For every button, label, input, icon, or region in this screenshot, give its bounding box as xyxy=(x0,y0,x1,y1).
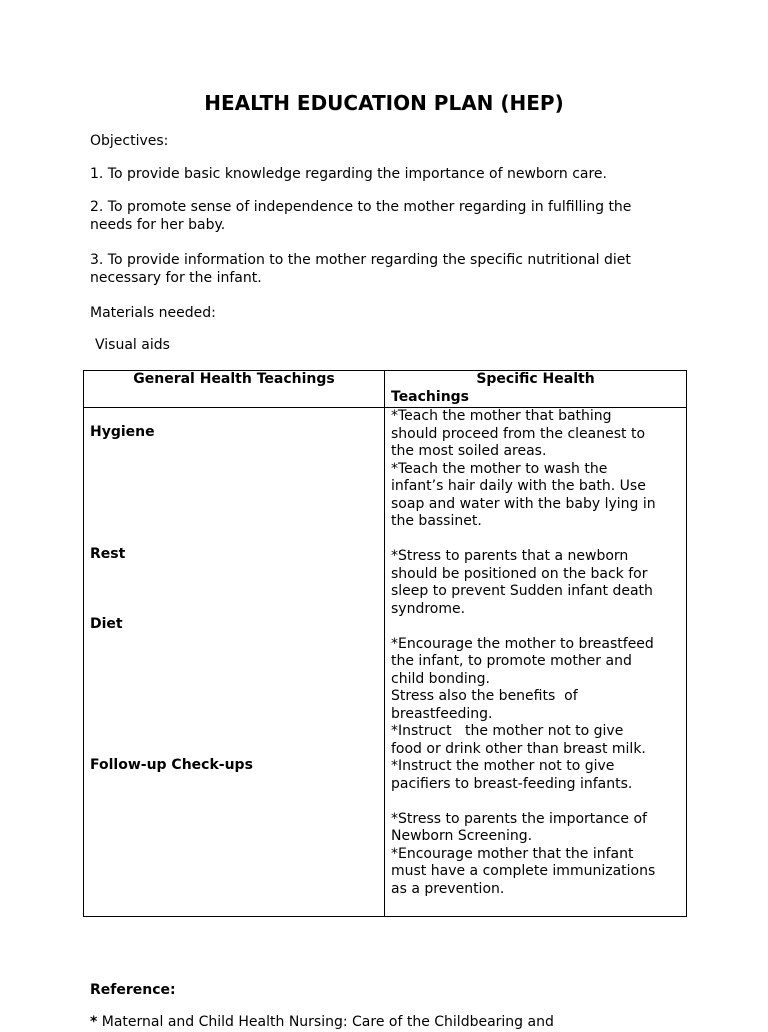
teaching-line: should be positioned on the back for xyxy=(391,565,648,582)
teaching-line: breastfeeding. xyxy=(391,705,493,722)
teaching-line: must have a complete immunizations xyxy=(391,863,656,879)
teaching-spacer xyxy=(391,531,680,549)
reference-text: Maternal and Child Health Nursing: Care of the Childbearing and xyxy=(97,1014,554,1030)
teaching-line: *Stress to parents the importance of xyxy=(391,810,647,827)
objectives-label: Objectives: xyxy=(90,133,169,149)
teaching-line: the bassinet. xyxy=(391,513,482,529)
teaching-line: *Instruct the mother not to give xyxy=(391,723,624,739)
objective-item-2: 2. To promote sense of independence to the mother regarding in fulfilling the needs for her baby. xyxy=(90,199,632,233)
teaching-line: food or drink other than breast milk. xyxy=(391,740,646,757)
teaching-line: the infant, to promote mother and xyxy=(391,653,632,669)
objective-item-1: 1. To provide basic knowledge regarding the importance of newborn care. xyxy=(90,166,607,182)
teaching-line: the most soiled areas. xyxy=(391,443,547,459)
specific-header-line-2: Teachings xyxy=(391,388,470,405)
table-header-row xyxy=(84,371,687,408)
teaching-line: *Encourage the mother to breastfeed xyxy=(391,635,654,652)
materials-label: Materials needed: xyxy=(90,305,216,321)
category-diet: Diet xyxy=(90,616,123,632)
teaching-line: Newborn Screening. xyxy=(391,828,533,844)
teaching-line: syndrome. xyxy=(391,600,466,617)
table-row xyxy=(84,408,687,917)
reference-label: Reference: xyxy=(90,982,176,998)
specific-teachings-header xyxy=(385,371,687,408)
teachings-list xyxy=(391,408,680,898)
health-teachings-table xyxy=(83,370,687,917)
specific-teachings-cell xyxy=(385,408,687,917)
general-teachings-header: General Health Teachings xyxy=(84,371,385,408)
objective-item-3: 3. To provide information to the mother regarding the specific nutritional diet necessary for the infant. xyxy=(90,252,631,286)
specific-header-line-1: Specific Health xyxy=(476,371,595,387)
document-title: HEALTH EDUCATION PLAN (HEP) xyxy=(204,91,564,115)
teaching-line: *Teach the mother that bathing xyxy=(391,408,612,424)
category-rest: Rest xyxy=(90,546,126,562)
teaching-line: *Teach the mother to wash the xyxy=(391,460,608,477)
category-hygiene: Hygiene xyxy=(90,424,155,440)
teaching-line: *Encourage mother that the infant xyxy=(391,845,634,862)
teaching-line: child bonding. xyxy=(391,670,490,687)
teaching-line: infant’s hair daily with the bath. Use xyxy=(391,478,646,494)
teaching-line: should proceed from the cleanest to xyxy=(391,425,646,442)
general-teachings-cell xyxy=(84,408,385,917)
teaching-line: pacifiers to breast-feeding infants. xyxy=(391,775,633,792)
reference-item xyxy=(90,1014,690,1032)
materials-item: Visual aids xyxy=(95,337,170,353)
teaching-spacer xyxy=(391,618,680,636)
teaching-line: soap and water with the baby lying in xyxy=(391,495,656,512)
teaching-line: sleep to prevent Sudden infant death xyxy=(391,583,653,599)
teaching-line: as a prevention. xyxy=(391,880,505,897)
teaching-line: *Stress to parents that a newborn xyxy=(391,548,629,564)
teaching-line: Stress also the benefits of xyxy=(391,688,578,704)
teaching-line: *Instruct the mother not to give xyxy=(391,758,615,774)
reference-bullet: * xyxy=(90,1014,98,1030)
teaching-spacer xyxy=(391,793,680,811)
category-followup: Follow-up Check-ups xyxy=(90,757,253,773)
